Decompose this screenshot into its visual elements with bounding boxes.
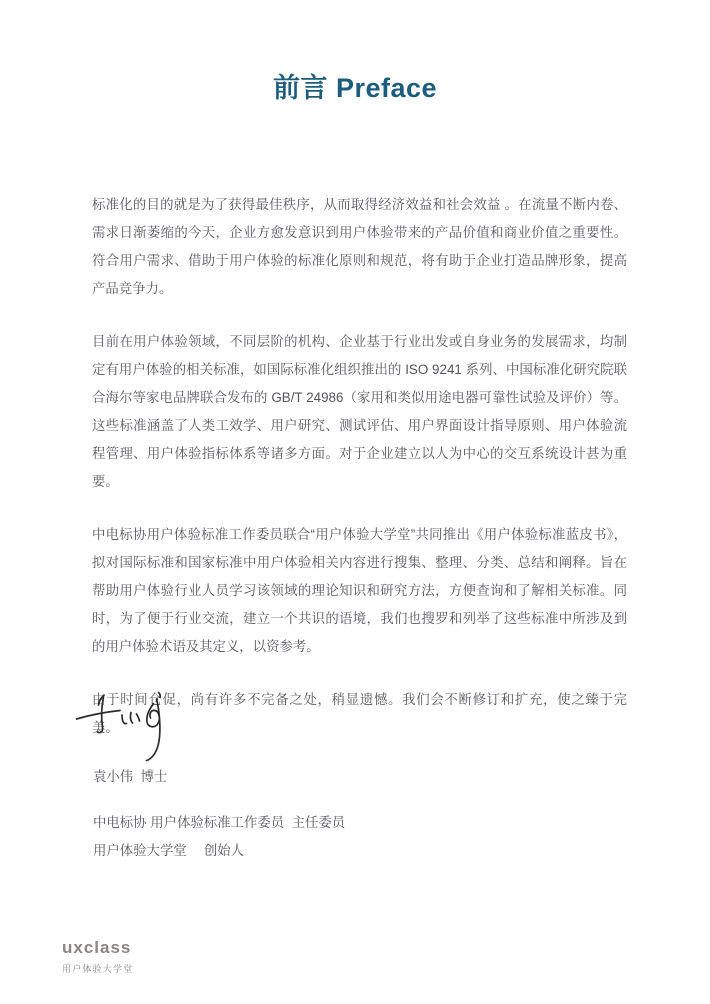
signatory-name: 袁小伟 博士 <box>93 769 168 784</box>
signatory-title-committee: 中电标协 用户体验标准工作委员 主任委员 <box>93 815 346 830</box>
paragraph-standardization-purpose: 标准化的目的就是为了获得最佳秩序，从而取得经济效益和社会效益 。在流量不断内卷、需求日渐萎缩的今天，企业方愈发意识到用户体验带来的产品价值和商业价值之重要性。符合用户需求、借助于用户体验的标准化原则和规范，将有助于企业打造品牌形象，提高产品竞争力。 <box>92 197 627 296</box>
preface-body <box>92 191 627 767</box>
paragraph-bluebook-introduction: 中电标协用户体验标准工作委员联合“用户体验大学堂”共同推出《用户体验标准蓝皮书》， 拟对国际标准和国家标准中用户体验相关内容进行搜集、整理、分类、总结和阐释。旨在帮助用户体验行业人员学习该领域的理论知识和研究方法，方便查询和了解相关标准。同时，为了便于行业交流，建立一个共识的语境，我们也搜罗和列举了这些标准中所涉及到的用户体验术语及其定义，以资参考。 <box>92 527 627 654</box>
page-title: 前言 Preface <box>272 73 438 103</box>
handwritten-signature-image <box>70 685 190 765</box>
uxclass-logo-caption: 用户体验大学堂 <box>62 964 134 974</box>
paragraph-closing-remark: 由于时间仓促，尚有许多不完备之处，稍显遗憾。我们会不断修订和扩充，使之臻于完美。 <box>92 692 627 735</box>
signature-stroke-middle <box>122 713 140 724</box>
uxclass-logo-text: uxclass <box>62 938 132 957</box>
signature-stroke-left <box>77 695 121 733</box>
signature-stroke-right <box>147 693 161 761</box>
paragraph-existing-standards: 目前在用户体验领域，不同层阶的机构、企业基于行业出发或自身业务的发展需求，均制定有用户体验的相关标准，如国际标准化组织推出的 ISO 9241 系列、中国标准化研究院联合海尔等家电品牌联合发布的 GB/T 24986（家用和类似用途电器可靠性试验及评价）等。这些标准涵盖了人类工效学、用户研究、测试评估、用户界面设计指导原则、用户体验流程管理、用户体验指标体系等诸多方面。对于企业建立以人为中心的交互系统设计甚为重要。 <box>92 334 627 489</box>
signatory-title-founder: 用户体验大学堂 创始人 <box>93 843 245 858</box>
footer-logo <box>62 938 133 975</box>
